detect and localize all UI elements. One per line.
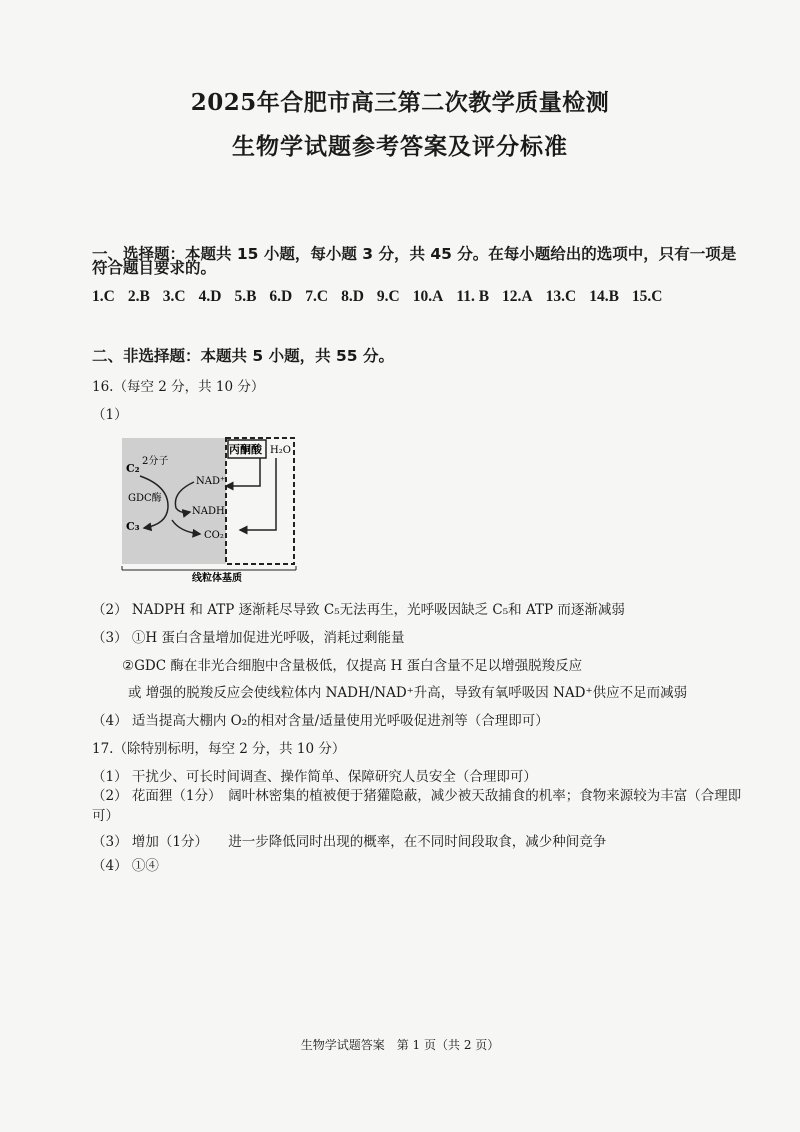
q16-part4: （4） 适当提高大棚内 O₂的相对含量/适量使用光呼吸促进剂等（合理即可）	[92, 713, 549, 729]
answer-item: 1.C	[92, 288, 115, 305]
q17-label: 17.（除特别标明，每空 2 分，共 10 分）	[92, 741, 346, 757]
co2-label: CO₂	[204, 530, 224, 541]
h2o-label: H₂O	[270, 445, 291, 456]
c3-label: C₃	[126, 520, 140, 533]
answer-item: 2.B	[127, 288, 150, 305]
q16-part1: （1）	[92, 407, 128, 423]
matrix-label: 线粒体基质	[192, 573, 242, 582]
two-molecules-label: 2分子	[142, 456, 169, 467]
q16-label: 16.（每空 2 分，共 10 分）	[92, 379, 265, 395]
section1-heading-cont: 符合题目要求的。	[92, 259, 217, 277]
answer-item: 11. B	[456, 288, 490, 305]
section1-heading: 一、选择题：本题共 15 小题，每小题 3 分，共 45 分。在每小题给出的选项中，只有一项是	[92, 245, 737, 263]
q16-part3: （3） ①H 蛋白含量增加促进光呼吸，消耗过剩能量	[92, 630, 405, 646]
answer-item: 4.D	[198, 288, 222, 305]
c2-label: C₂	[126, 462, 140, 475]
answer-item: 15.C	[631, 288, 663, 305]
answer-item: 12.A	[502, 288, 533, 305]
q17-part4: （4） ①④	[92, 858, 159, 874]
answer-item: 9.C	[376, 288, 400, 305]
q17-part1: （1） 干扰少、可长时间调查、操作简单、保障研究人员安全（合理即可）	[92, 769, 537, 785]
page-footer: 生物学试题答案 第 1 页（共 2 页）	[300, 1038, 500, 1052]
answer-item: 10.A	[412, 288, 444, 305]
q16-part3-c: 或 增强的脱羧反应会使线粒体内 NADH/NAD⁺升高，导致有氧呼吸因 NAD⁺供应不足而减弱	[128, 685, 688, 701]
choice-answers	[92, 288, 676, 306]
answer-item: 5.B	[234, 288, 257, 305]
answer-item: 8.D	[341, 288, 364, 305]
gdc-label: GDC酶	[128, 493, 162, 504]
q17-part3: （3） 增加（1分） 进一步降低同时出现的概率，在不同时间段取食，减少种间竞争	[92, 834, 607, 850]
answer-item: 13.C	[545, 288, 577, 305]
q16-part2: （2） NADPH 和 ATP 逐渐耗尽导致 C₅无法再生，光呼吸因缺乏 C₅和 ATP 而逐渐减弱	[92, 602, 625, 618]
document-subtitle: 生物学试题参考答案及评分标准	[232, 134, 568, 160]
nadh-label: NADH	[192, 506, 225, 517]
answer-item: 6.D	[269, 288, 293, 305]
q17-part2: （2） 花面狸（1分） 阔叶林密集的植被便于猪獾隐蔽，减少被天敌捕食的机率；食物来源较为丰富（合理即可）	[92, 788, 742, 824]
answer-item: 14.B	[589, 288, 619, 305]
answer-item: 3.C	[162, 288, 186, 305]
answer-item: 7.C	[305, 288, 329, 305]
section2-heading: 二、非选择题：本题共 5 小题，共 55 分。	[92, 347, 394, 365]
q16-part3-b: ②GDC 酶在非光合细胞中含量极低，仅提高 H 蛋白含量不足以增强脱羧反应	[122, 658, 583, 674]
document-title: 2025年合肥市高三第二次教学质量检测	[190, 89, 610, 116]
pyruvate-label: 丙酮酸	[229, 443, 262, 456]
mitochondria-diagram	[120, 436, 310, 582]
nad-plus-label: NAD⁺	[196, 476, 226, 487]
